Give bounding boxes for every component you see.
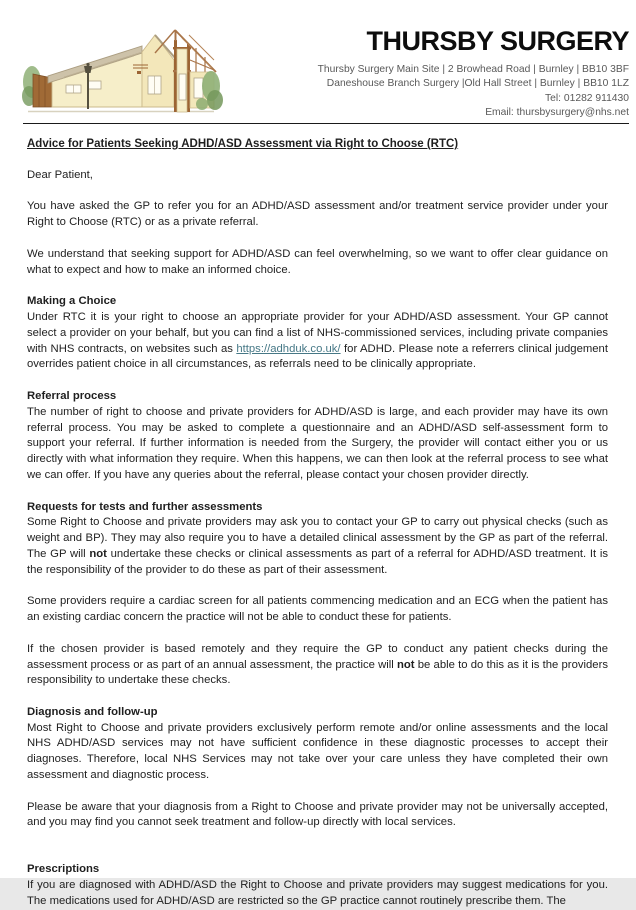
text-run: Most Right to Choose and private providers exclusively perform remote and/or online assessments and the local NHS ADHD/ASD services may not have sufficient confidence in these diagnostic processes to accept their diagnoses. Therefore, local NHS Services may not take over your care unless they have completed their own assessment and diagnostic process. [27,721,608,782]
text-run: Under RTC it is your right to choose an appropriate provider for your ADHD/ASD assessment. Your GP cannot select a provider on your behalf, but you can find a list of NHS-commissioned services, including private companies with NHS contracts, on websites such as [27,310,608,355]
document-section [27,642,608,689]
section-heading: Making a Choice [27,295,117,308]
document-section [27,500,608,579]
paragraph [27,721,608,784]
paragraph [27,642,608,689]
bold-text: not [396,658,415,671]
section-heading: Referral process [27,389,117,402]
address-line: Email: thursbysurgery@nhs.net [485,107,629,119]
letterhead-contact-block [318,28,629,121]
address-line: Tel: 01282 911430 [545,92,629,104]
text-run: for ADHD. Please note a referrers clinical judgement overrides patient choice in all circumstances, as referrals need to be clinically appropriate. [27,342,608,371]
paragraph [27,878,608,910]
text-run: If you are diagnosed with ADHD/ASD the Right to Choose and private providers may suggest medications for you. The medications used for ADHD/ASD are restricted so the GP practice cannot routinely prescribe them. The [27,879,608,907]
document-section [27,294,608,373]
document-section [27,199,608,231]
text-run: undertake these checks or clinical assessments as part of a referral for ADHD/ASD treatment. It is the responsibility of the provider to do these as part of their assessment. [27,547,608,576]
text-run: Some providers require a cardiac screen for all patients commencing medication and an ECG when the patient has an existing cardiac concern the practice will not be able to conduct these for patients. [27,595,608,624]
practice-name: THURSBY SURGERY [366,26,629,56]
section-heading: Prescriptions [27,863,100,876]
text-run: If the chosen provider is based remotely and they require the GP to conduct any patient checks during the assessment process or as part of an annual assessment, the practice will [27,642,608,671]
adhduk-link[interactable]: https://adhduk.co.uk/ [236,342,341,355]
paragraph [27,594,608,626]
paragraph [27,800,608,832]
salutation: Dear Patient, [27,168,93,181]
document-title: Advice for Patients Seeking ADHD/ASD Assessment via Right to Choose (RTC) [27,138,459,150]
paragraph [27,199,608,231]
document-section [27,389,608,484]
document-section [27,705,608,784]
text-run: Some Right to Choose and private providers may ask you to contact your GP to carry out physical checks (such as weight and BP). They may also require you to have a detailed clinical assessment by the GP as part of the referral. The GP will [27,516,608,560]
document-section [27,247,608,279]
letterhead [0,0,636,123]
text-run: be able to do this as it is the providers responsibility to undertake these checks. [27,658,608,687]
practice-address [318,63,629,121]
building-illustration-icon [24,8,216,122]
text-run: You have asked the GP to refer you for an ADHD/ASD assessment and/or treatment service provider under your Right to Choose (RTC) or as a private referral. [27,200,608,229]
section-heading: Diagnosis and follow-up [27,705,158,718]
text-run: We understand that seeking support for ADHD/ASD can feel overwhelming, so we want to offer clear guidance on what to expect and how to make an informed choice. [27,247,608,276]
bold-text: not [89,547,107,560]
address-line: Thursby Surgery Main Site | 2 Browhead Road | Burnley | BB10 3BF [317,64,629,75]
document-body [27,199,608,909]
letter-body [0,124,636,910]
document-section [27,800,608,832]
paragraph [27,515,608,578]
text-run: The number of right to choose and private providers for ADHD/ASD is large, and each provider may have its own referral process. You may be asked to complete a questionnaire and an ADHD/ASD self-assessment form to support your referral. If further information is needed from the Surgery, the provider will contact either you or us directly with what information they require. When this happens, we can then look at the referral process to see what we can offer. If you have any queries about the referral, please contact your chosen provider directly. [27,405,608,481]
text-run: Please be aware that your diagnosis from a Right to Choose and private provider may not be universally accepted, and you may find you cannot seek treatment and follow-up directly with local services. [27,800,608,829]
address-line: Daneshouse Branch Surgery |Old Hall Street | Burnley | BB10 1LZ [326,78,629,90]
document-section [27,594,608,626]
section-heading: Requests for tests and further assessments [27,500,263,513]
paragraph [27,405,608,484]
document-section [27,862,608,909]
paragraph [27,247,608,279]
surgery-building-logo [24,8,216,122]
paragraph [27,310,608,373]
